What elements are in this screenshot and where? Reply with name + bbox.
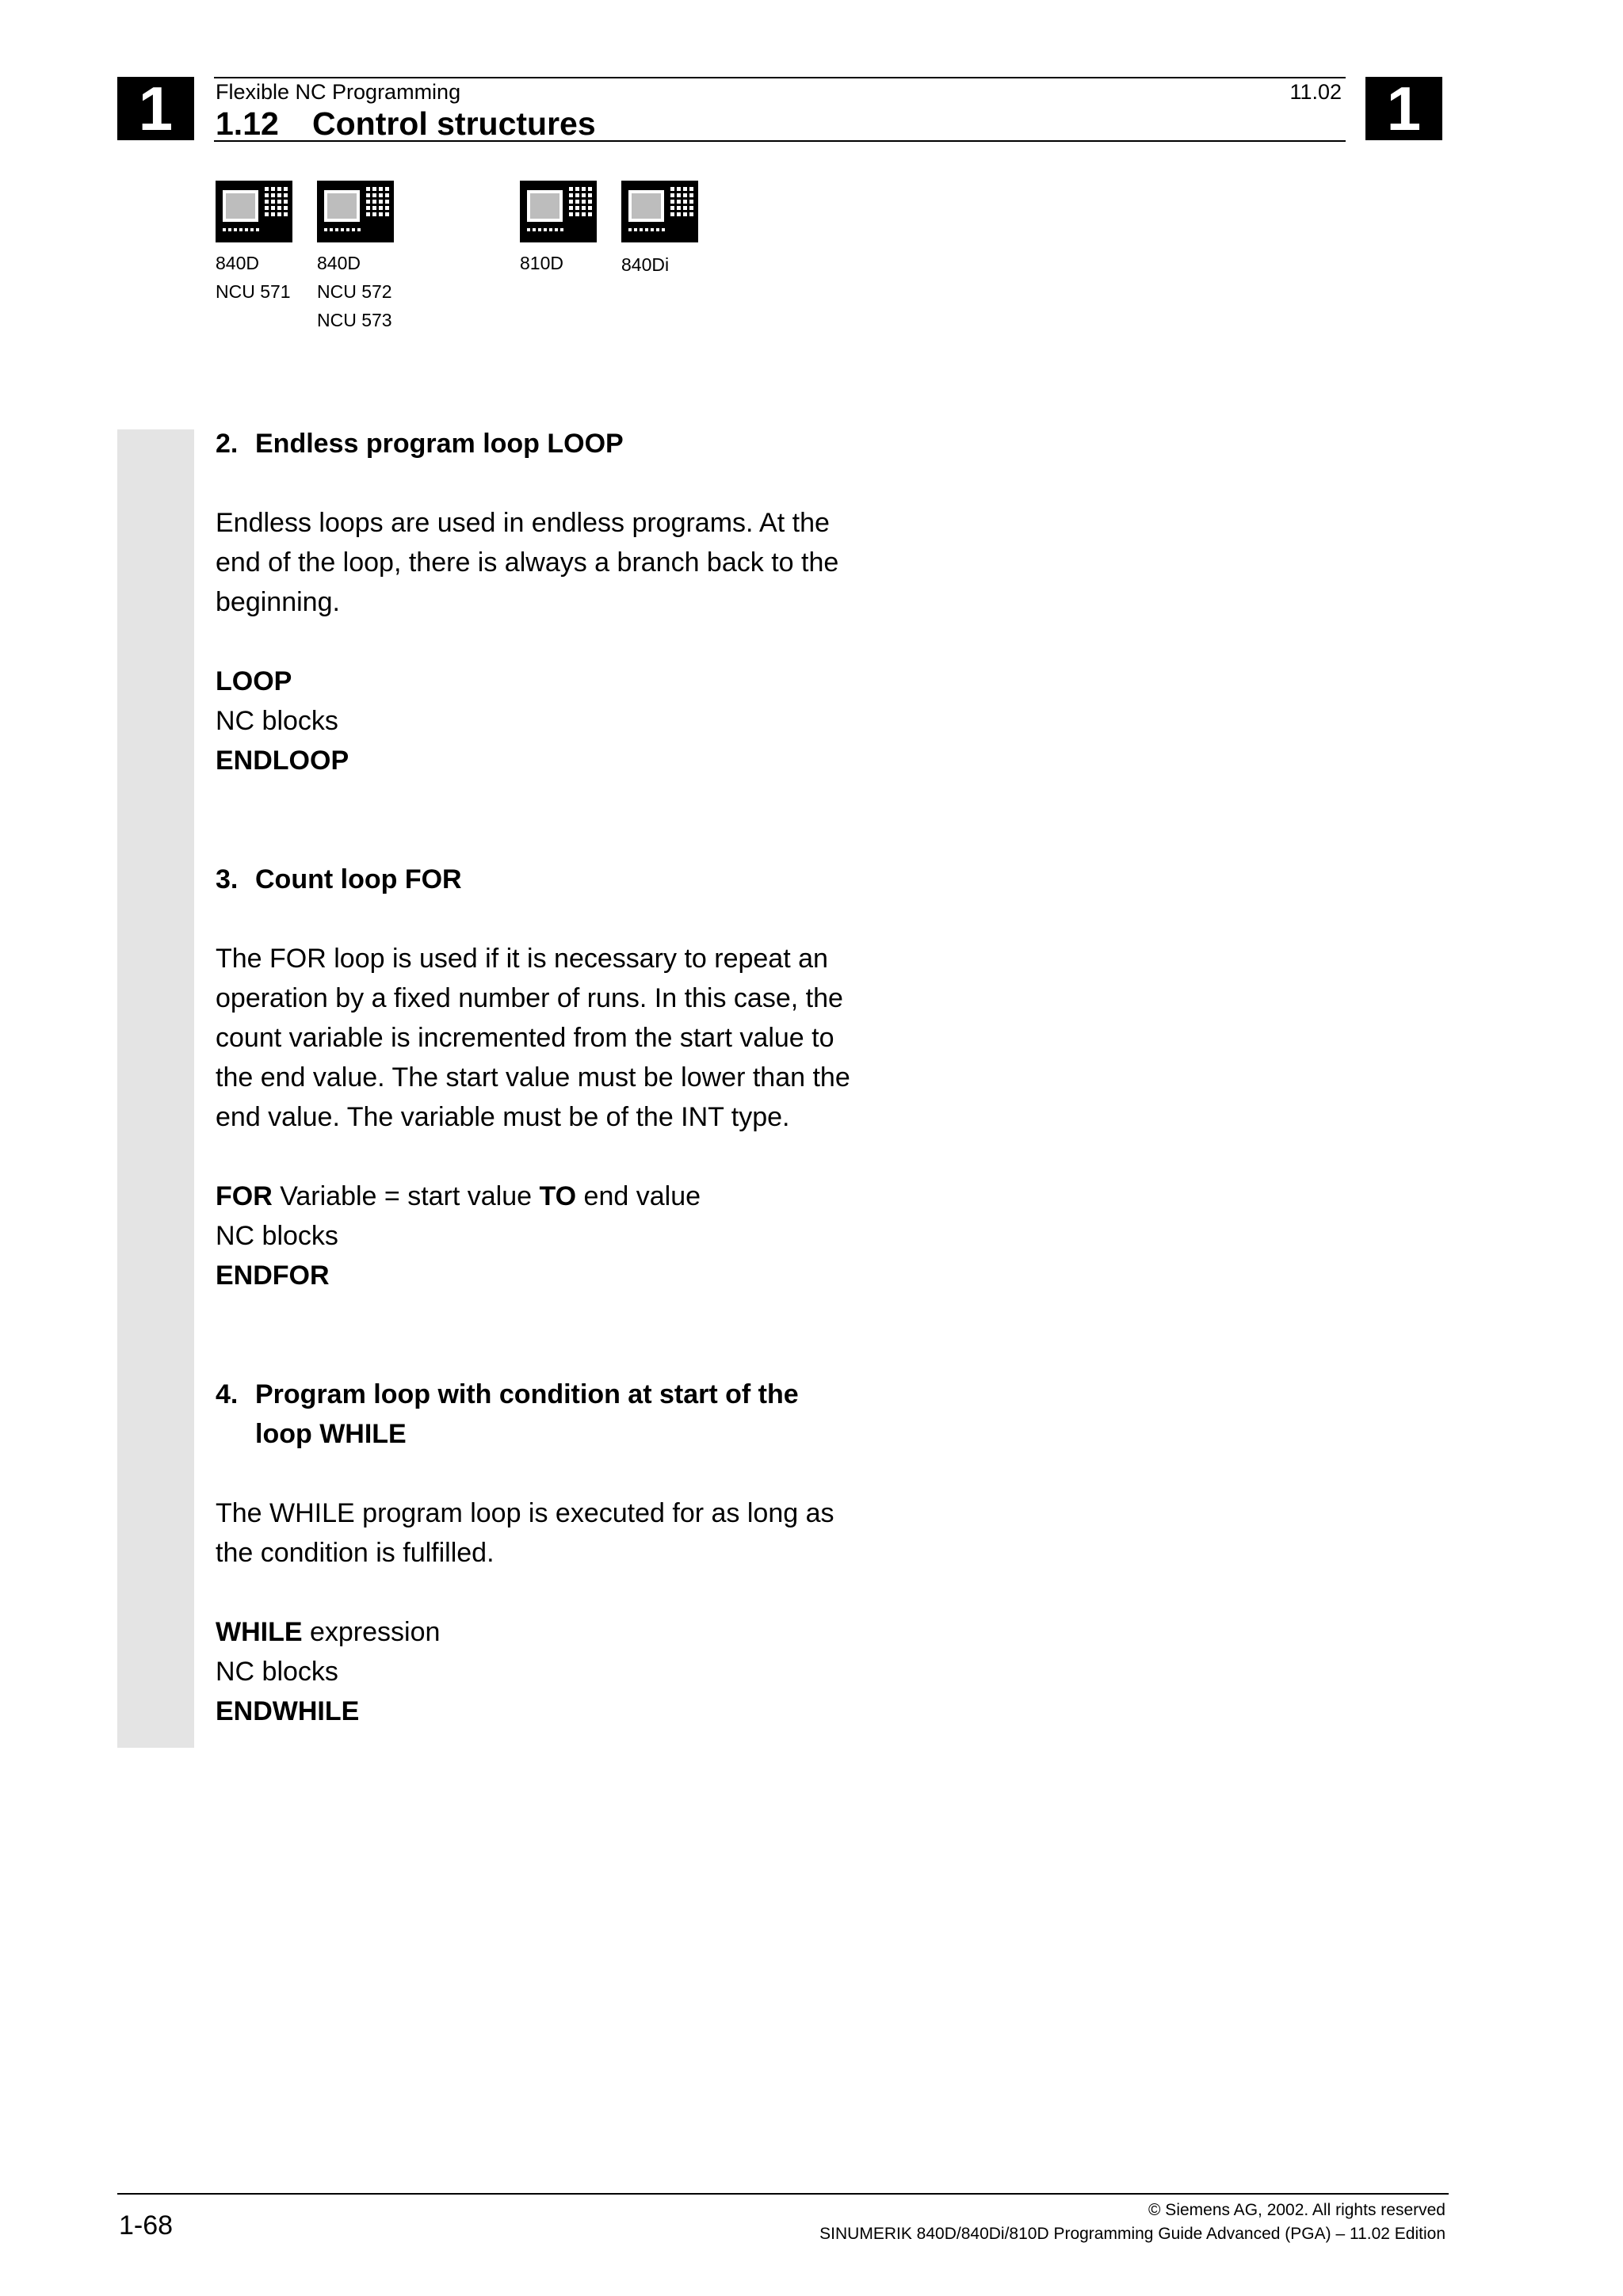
chapter-number-left: 1: [117, 77, 194, 140]
section-title: Control structures: [312, 105, 596, 142]
publication-title: SINUMERIK 840D/840Di/810D Programming Guide Advanced (PGA) – 11.02 Edition: [819, 2225, 1445, 2243]
endloop-keyword: ENDLOOP: [216, 746, 349, 776]
endwhile-keyword: ENDWHILE: [216, 1696, 360, 1726]
control-label: 810D: [520, 253, 563, 273]
control-panel-icon: [216, 181, 292, 242]
footer-info: [819, 2199, 1445, 2246]
section-heading-while: 4. Program loop with condition at start of the loop WHILE: [216, 1379, 799, 1449]
loop-body: NC blocks: [216, 706, 338, 736]
footer-rule: [117, 2193, 1449, 2195]
doc-version: 11.02: [1289, 80, 1342, 104]
while-syntax: WHILE expression: [216, 1617, 441, 1647]
while-body: NC blocks: [216, 1657, 338, 1687]
header-rule-top: [214, 77, 1346, 78]
control-panel-icon: [520, 181, 597, 242]
for-description: The FOR loop is used if it is necessary to repeat an operation by a fixed number of runs. In this case, the count variable is incremented from the start value to the end value. The start value must be lower than the end value. The variable must be of the INT type.: [216, 944, 850, 1132]
header-rule-bottom: [214, 140, 1346, 142]
for-syntax: FOR Variable = start value TO end value: [216, 1181, 701, 1211]
page-title: [216, 105, 596, 143]
control-label: NCU 572: [317, 281, 392, 302]
control-840di: [621, 181, 698, 279]
control-label: 840D: [317, 253, 361, 273]
control-label: NCU 573: [317, 310, 392, 330]
main-content: [216, 424, 873, 1731]
margin-bar: [117, 429, 194, 1748]
control-810d: [520, 181, 597, 277]
for-body: NC blocks: [216, 1221, 338, 1251]
endfor-keyword: ENDFOR: [216, 1261, 330, 1291]
control-840d-ncu572: [317, 181, 394, 334]
page-number: 1-68: [119, 2210, 174, 2241]
section-heading-loop: 2. Endless program loop LOOP: [216, 429, 624, 459]
section-heading-for: 3. Count loop FOR: [216, 864, 462, 894]
loop-description: Endless loops are used in endless programs. At the end of the loop, there is always a branch back to the beginning.: [216, 508, 839, 617]
control-panel-icon: [317, 181, 394, 242]
loop-keyword: LOOP: [216, 666, 292, 696]
chapter-number-right: 1: [1365, 77, 1442, 140]
section-number: 1.12: [216, 105, 279, 142]
control-840d-ncu571: [216, 181, 292, 306]
doc-title: Flexible NC Programming: [216, 80, 461, 104]
control-panel-icon: [621, 181, 698, 242]
control-label: 840Di: [621, 254, 670, 275]
control-label: NCU 571: [216, 281, 291, 302]
while-description: The WHILE program loop is executed for as long as the condition is fulfilled.: [216, 1498, 834, 1568]
copyright: © Siemens AG, 2002. All rights reserved: [1148, 2201, 1445, 2219]
control-label: 840D: [216, 253, 259, 273]
